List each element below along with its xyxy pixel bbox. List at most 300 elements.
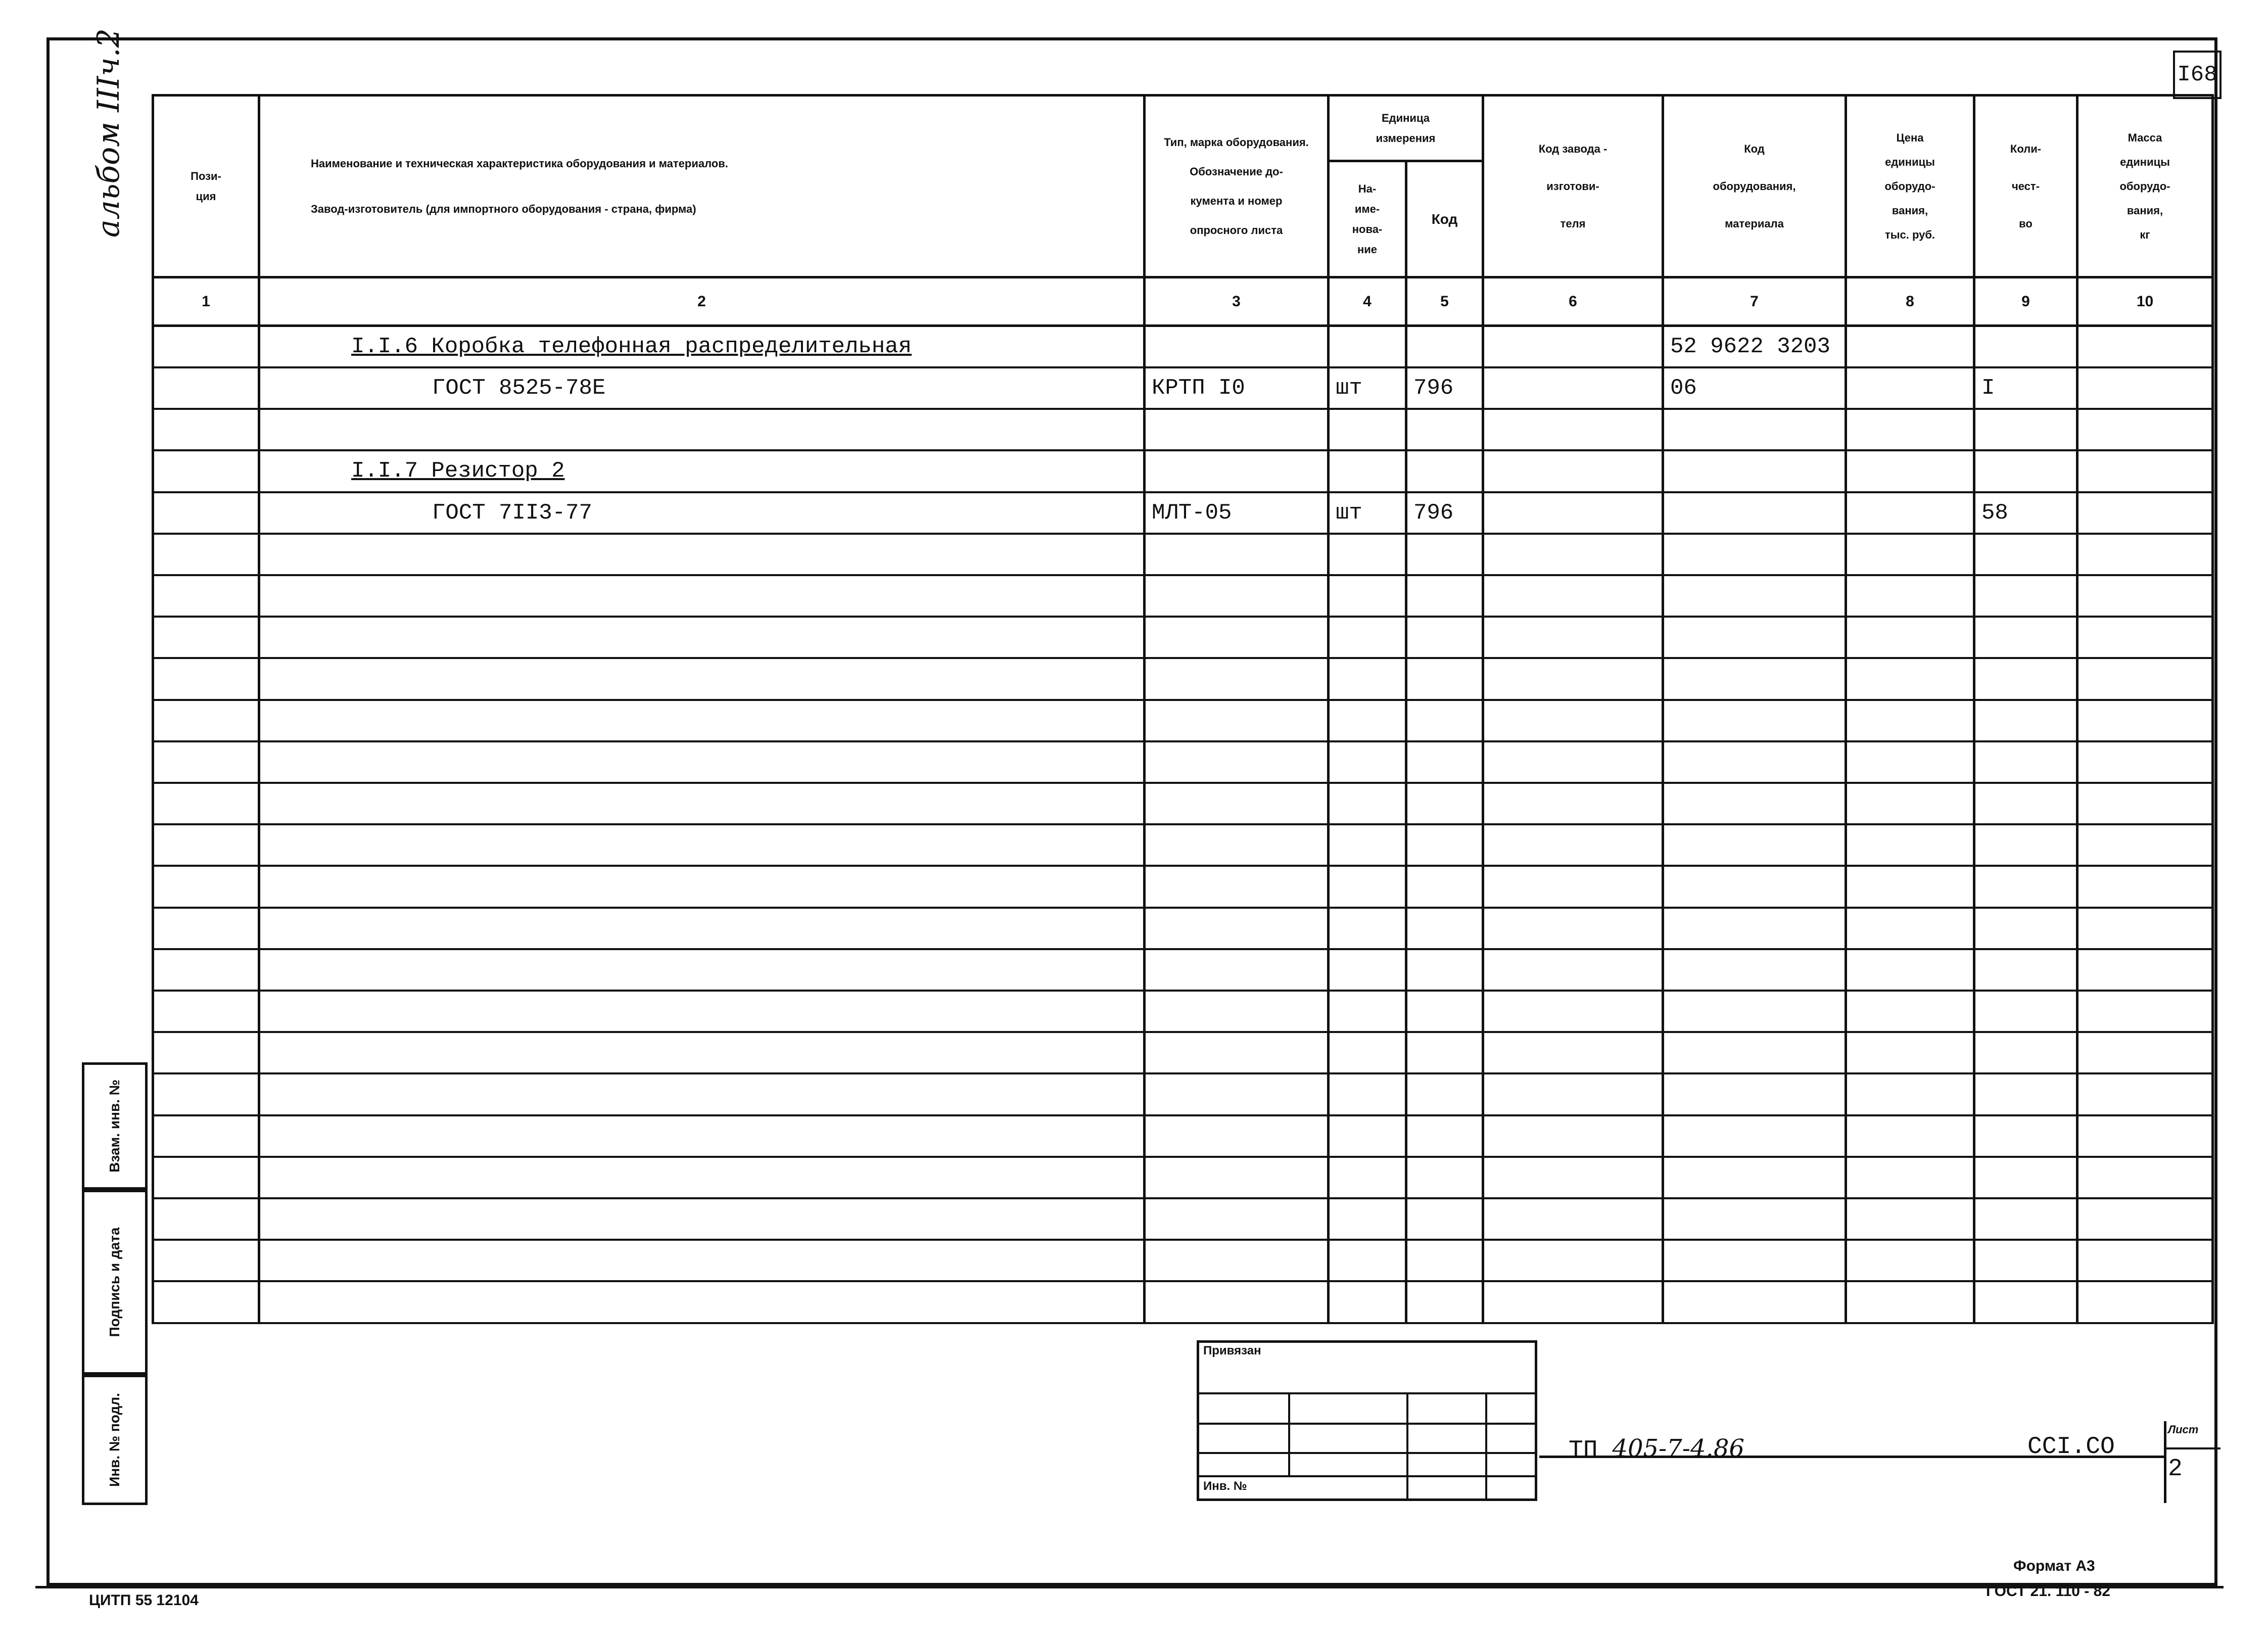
cell-plant — [1483, 492, 1663, 534]
empty-cell — [1663, 949, 1846, 991]
empty-cell — [1329, 534, 1406, 575]
empty-cell — [259, 1157, 1145, 1198]
cell-type — [1145, 326, 1329, 367]
cell-unit — [1329, 450, 1406, 492]
empty-cell — [1663, 658, 1846, 699]
empty-row — [153, 991, 2213, 1032]
empty-cell — [1145, 1281, 1329, 1323]
empty-cell — [1406, 658, 1483, 699]
empty-row — [153, 1157, 2213, 1198]
stamp-divider — [1288, 1392, 1290, 1475]
empty-cell — [2077, 658, 2213, 699]
empty-cell — [1145, 949, 1329, 991]
empty-cell — [1483, 824, 1663, 866]
album-note: альбом IIIч.2 — [91, 28, 126, 238]
empty-cell — [1329, 1157, 1406, 1198]
empty-cell — [1663, 741, 1846, 783]
empty-row — [153, 908, 2213, 949]
empty-cell — [1974, 1073, 2077, 1115]
empty-cell — [1329, 1198, 1406, 1240]
empty-cell — [1406, 949, 1483, 991]
empty-cell — [1483, 1032, 1663, 1073]
empty-cell — [153, 1115, 259, 1157]
project-code: ТП 405-7-4.86 — [1569, 1434, 1744, 1464]
empty-cell — [1974, 1032, 2077, 1073]
column-number: 3 — [1145, 277, 1329, 326]
cell-code — [1406, 450, 1483, 492]
empty-cell — [1846, 1032, 1974, 1073]
empty-cell — [1483, 991, 1663, 1032]
empty-cell — [2077, 991, 2213, 1032]
empty-cell — [1406, 824, 1483, 866]
empty-row — [153, 1115, 2213, 1157]
stamp-divider — [1406, 1392, 1408, 1499]
empty-cell — [1329, 575, 1406, 617]
empty-cell — [1406, 1240, 1483, 1281]
empty-cell — [1974, 1240, 2077, 1281]
cell-mass — [2077, 326, 2213, 367]
cell-unit: шт — [1329, 492, 1406, 534]
empty-cell — [1329, 908, 1406, 949]
empty-cell — [1846, 991, 1974, 1032]
empty-cell — [1329, 1073, 1406, 1115]
header-quantity: Коли- чест- во — [1974, 96, 2077, 277]
empty-cell — [2077, 1198, 2213, 1240]
empty-row — [153, 1032, 2213, 1073]
empty-cell — [1483, 700, 1663, 741]
empty-cell — [1329, 1115, 1406, 1157]
empty-cell — [1145, 824, 1329, 866]
empty-row — [153, 949, 2213, 991]
outer-border-line — [35, 1586, 2224, 1588]
empty-cell — [1483, 617, 1663, 658]
empty-cell — [153, 1032, 259, 1073]
empty-cell — [1663, 1032, 1846, 1073]
empty-cell — [153, 991, 259, 1032]
empty-cell — [1145, 1073, 1329, 1115]
empty-cell — [153, 1198, 259, 1240]
empty-cell — [259, 1115, 1145, 1157]
header-price: Цена единицы оборудо- вания, тыс. руб. — [1846, 96, 1974, 277]
empty-cell — [1406, 617, 1483, 658]
side-field-original-inv: Инв. № подл. — [82, 1375, 148, 1505]
empty-cell — [1329, 949, 1406, 991]
empty-cell — [259, 908, 1145, 949]
empty-cell — [1406, 575, 1483, 617]
empty-cell — [1974, 617, 2077, 658]
empty-cell — [1663, 617, 1846, 658]
empty-cell — [1145, 534, 1329, 575]
empty-cell — [1974, 783, 2077, 824]
cell-plant — [1483, 409, 1663, 450]
footer-gost: ГОСТ 21. 110 - 82 — [1986, 1583, 2110, 1600]
empty-cell — [1846, 866, 1974, 907]
cell-price — [1846, 326, 1974, 367]
empty-cell — [153, 700, 259, 741]
cell-price — [1846, 492, 1974, 534]
empty-cell — [2077, 783, 2213, 824]
empty-cell — [2077, 741, 2213, 783]
empty-cell — [259, 741, 1145, 783]
empty-cell — [259, 1073, 1145, 1115]
empty-cell — [1406, 1198, 1483, 1240]
cell-mass — [2077, 450, 2213, 492]
empty-cell — [259, 991, 1145, 1032]
empty-cell — [1406, 1157, 1483, 1198]
cell-code: 796 — [1406, 367, 1483, 409]
footer-left: ЦИТП 55 12104 — [89, 1592, 199, 1609]
empty-cell — [1846, 824, 1974, 866]
empty-cell — [153, 1073, 259, 1115]
cell-equip-code: 06 — [1663, 367, 1846, 409]
empty-cell — [259, 1198, 1145, 1240]
empty-cell — [1145, 1115, 1329, 1157]
empty-row — [153, 1198, 2213, 1240]
empty-cell — [1846, 617, 1974, 658]
empty-cell — [1145, 1240, 1329, 1281]
empty-cell — [1406, 908, 1483, 949]
empty-cell — [1483, 1240, 1663, 1281]
header-type: Тип, марка оборудования. Обозначение до- кумента и номер опросного листа — [1145, 96, 1329, 277]
empty-cell — [1846, 741, 1974, 783]
header-position: Пози- ция — [153, 96, 259, 277]
empty-cell — [1483, 741, 1663, 783]
empty-cell — [153, 949, 259, 991]
stamp-line — [1199, 1452, 1535, 1454]
empty-cell — [1483, 866, 1663, 907]
empty-cell — [2077, 1115, 2213, 1157]
side-field-signature-date: Подпись и дата — [82, 1190, 148, 1375]
cell-type: КРТП I0 — [1145, 367, 1329, 409]
cell-name: I.I.7 Резистор 2 — [259, 450, 1145, 492]
cell-type — [1145, 409, 1329, 450]
footer-format: Формат А3 — [2013, 1558, 2095, 1574]
empty-cell — [1329, 783, 1406, 824]
sheet-number: 2 — [2168, 1456, 2183, 1483]
empty-cell — [1974, 949, 2077, 991]
empty-cell — [1145, 1198, 1329, 1240]
cell-price — [1846, 450, 1974, 492]
empty-cell — [1846, 1157, 1974, 1198]
sheet-label: Лист — [2168, 1423, 2199, 1436]
empty-cell — [1663, 1240, 1846, 1281]
column-number: 8 — [1846, 277, 1974, 326]
empty-cell — [153, 908, 259, 949]
cell-type: МЛТ-05 — [1145, 492, 1329, 534]
document-code: ССI.СО — [2027, 1433, 2115, 1461]
empty-cell — [1406, 534, 1483, 575]
empty-cell — [1663, 991, 1846, 1032]
empty-cell — [1483, 1073, 1663, 1115]
empty-cell — [1846, 949, 1974, 991]
empty-cell — [2077, 1032, 2213, 1073]
cell-name: I.I.6 Коробка телефонная распределительная — [259, 326, 1145, 367]
empty-cell — [153, 575, 259, 617]
empty-cell — [1406, 1115, 1483, 1157]
cell-price — [1846, 409, 1974, 450]
empty-cell — [2077, 534, 2213, 575]
cell-code — [1406, 326, 1483, 367]
empty-cell — [1483, 1157, 1663, 1198]
empty-cell — [1846, 1073, 1974, 1115]
empty-cell — [153, 617, 259, 658]
empty-row — [153, 1240, 2213, 1281]
column-numbers-row — [153, 277, 2213, 326]
cell-equip-code — [1663, 492, 1846, 534]
empty-cell — [1663, 908, 1846, 949]
empty-cell — [2077, 575, 2213, 617]
header-equipment-code: Код оборудования, материала — [1663, 96, 1846, 277]
cell-qty — [1974, 450, 2077, 492]
empty-cell — [1974, 534, 2077, 575]
empty-cell — [1406, 741, 1483, 783]
empty-cell — [1974, 1281, 2077, 1323]
column-number: 2 — [259, 277, 1145, 326]
empty-cell — [2077, 949, 2213, 991]
empty-cell — [1974, 1198, 2077, 1240]
table-row — [153, 367, 2213, 409]
empty-cell — [2077, 1073, 2213, 1115]
empty-cell — [1329, 866, 1406, 907]
empty-cell — [1663, 824, 1846, 866]
empty-cell — [153, 783, 259, 824]
cell-equip-code — [1663, 450, 1846, 492]
empty-cell — [1483, 658, 1663, 699]
empty-row — [153, 824, 2213, 866]
empty-cell — [1145, 1032, 1329, 1073]
empty-cell — [2077, 1240, 2213, 1281]
column-number: 4 — [1329, 277, 1406, 326]
header-plant-code: Код завода - изготови- теля — [1483, 96, 1663, 277]
empty-row — [153, 658, 2213, 699]
empty-cell — [1483, 575, 1663, 617]
empty-cell — [1406, 991, 1483, 1032]
cell-unit: шт — [1329, 367, 1406, 409]
empty-row — [153, 1281, 2213, 1323]
stamp-line — [1199, 1475, 1535, 1477]
cell-pos — [153, 409, 259, 450]
empty-cell — [1663, 1198, 1846, 1240]
empty-cell — [1483, 949, 1663, 991]
page-number: I68 — [2173, 51, 2222, 99]
cell-qty — [1974, 326, 2077, 367]
cell-plant — [1483, 367, 1663, 409]
table-row — [153, 409, 2213, 450]
cell-equip-code: 52 9622 3203 — [1663, 326, 1846, 367]
empty-cell — [2077, 824, 2213, 866]
empty-cell — [2077, 1281, 2213, 1323]
empty-cell — [1483, 1198, 1663, 1240]
empty-row — [153, 1073, 2213, 1115]
empty-cell — [1145, 617, 1329, 658]
empty-cell — [1329, 658, 1406, 699]
column-number: 10 — [2077, 277, 2213, 326]
cell-pos — [153, 492, 259, 534]
column-number: 5 — [1406, 277, 1483, 326]
empty-cell — [1145, 866, 1329, 907]
table-row — [153, 450, 2213, 492]
cell-qty: I — [1974, 367, 2077, 409]
empty-cell — [1145, 908, 1329, 949]
empty-cell — [153, 658, 259, 699]
empty-cell — [1663, 534, 1846, 575]
empty-cell — [259, 575, 1145, 617]
empty-cell — [1406, 783, 1483, 824]
header-name: Наименование и техническая характеристика оборудования и материалов. Завод-изготовитель (для импортного оборудования - страна, фирма) — [259, 96, 1145, 277]
stamp-inv-label: Инв. № — [1203, 1479, 1247, 1493]
empty-cell — [153, 866, 259, 907]
empty-cell — [259, 949, 1145, 991]
cell-pos — [153, 367, 259, 409]
cell-plant — [1483, 326, 1663, 367]
empty-cell — [1145, 991, 1329, 1032]
empty-cell — [2077, 866, 2213, 907]
stamp-line — [1199, 1392, 1535, 1394]
empty-cell — [1329, 1032, 1406, 1073]
empty-cell — [1663, 1281, 1846, 1323]
empty-cell — [259, 1281, 1145, 1323]
sheet-box-divider — [2164, 1447, 2220, 1449]
cell-pos — [153, 450, 259, 492]
cell-price — [1846, 367, 1974, 409]
empty-cell — [1483, 908, 1663, 949]
table-row — [153, 326, 2213, 367]
empty-cell — [1846, 575, 1974, 617]
empty-cell — [1974, 908, 2077, 949]
empty-row — [153, 575, 2213, 617]
empty-cell — [1329, 991, 1406, 1032]
empty-cell — [1663, 1073, 1846, 1115]
empty-row — [153, 534, 2213, 575]
cell-name — [259, 409, 1145, 450]
empty-cell — [1406, 1032, 1483, 1073]
empty-cell — [1846, 1281, 1974, 1323]
empty-cell — [1974, 658, 2077, 699]
empty-cell — [2077, 700, 2213, 741]
empty-cell — [1663, 1157, 1846, 1198]
empty-row — [153, 700, 2213, 741]
empty-row — [153, 741, 2213, 783]
empty-cell — [1846, 1115, 1974, 1157]
column-number: 7 — [1663, 277, 1846, 326]
table-row — [153, 492, 2213, 534]
empty-cell — [259, 1240, 1145, 1281]
empty-cell — [1483, 1281, 1663, 1323]
cell-unit — [1329, 326, 1406, 367]
empty-cell — [1846, 1240, 1974, 1281]
cell-unit — [1329, 409, 1406, 450]
empty-cell — [1846, 658, 1974, 699]
column-number: 1 — [153, 277, 259, 326]
empty-cell — [2077, 1157, 2213, 1198]
empty-cell — [1974, 575, 2077, 617]
side-field-replace-inv: Взам. инв. № — [82, 1062, 148, 1190]
cell-mass — [2077, 409, 2213, 450]
empty-cell — [153, 1240, 259, 1281]
empty-cell — [1846, 783, 1974, 824]
cell-type — [1145, 450, 1329, 492]
empty-cell — [2077, 617, 2213, 658]
empty-cell — [1483, 1115, 1663, 1157]
empty-cell — [1846, 1198, 1974, 1240]
empty-cell — [1663, 866, 1846, 907]
empty-cell — [259, 658, 1145, 699]
cell-mass — [2077, 492, 2213, 534]
empty-cell — [259, 783, 1145, 824]
empty-cell — [153, 1281, 259, 1323]
empty-cell — [1663, 575, 1846, 617]
empty-cell — [259, 700, 1145, 741]
cell-pos — [153, 326, 259, 367]
empty-cell — [259, 617, 1145, 658]
empty-cell — [1406, 1073, 1483, 1115]
empty-cell — [1145, 783, 1329, 824]
cell-mass — [2077, 367, 2213, 409]
empty-cell — [1974, 1115, 2077, 1157]
empty-cell — [153, 534, 259, 575]
cell-name: ГОСТ 8525-78Е — [259, 367, 1145, 409]
cell-name: ГОСТ 7II3-77 — [259, 492, 1145, 534]
empty-cell — [1329, 741, 1406, 783]
empty-cell — [1974, 991, 2077, 1032]
empty-row — [153, 617, 2213, 658]
empty-cell — [1145, 741, 1329, 783]
empty-cell — [1483, 534, 1663, 575]
empty-cell — [1329, 617, 1406, 658]
empty-cell — [1145, 1157, 1329, 1198]
empty-cell — [1145, 575, 1329, 617]
empty-cell — [1329, 700, 1406, 741]
stamp-line — [1199, 1423, 1535, 1425]
empty-row — [153, 783, 2213, 824]
empty-cell — [1145, 700, 1329, 741]
empty-cell — [259, 1032, 1145, 1073]
empty-cell — [1663, 783, 1846, 824]
empty-cell — [1329, 1281, 1406, 1323]
empty-cell — [1846, 700, 1974, 741]
cell-plant — [1483, 450, 1663, 492]
cell-equip-code — [1663, 409, 1846, 450]
stamp-title: Привязан — [1203, 1344, 1261, 1357]
empty-cell — [1663, 700, 1846, 741]
empty-cell — [259, 534, 1145, 575]
header-unit-group: Единица измерения — [1329, 96, 1483, 161]
empty-cell — [1329, 1240, 1406, 1281]
specification-table — [152, 94, 2214, 1324]
cell-qty: 58 — [1974, 492, 2077, 534]
empty-cell — [1974, 866, 2077, 907]
empty-cell — [1974, 1157, 2077, 1198]
column-number: 6 — [1483, 277, 1663, 326]
empty-cell — [153, 824, 259, 866]
cell-code — [1406, 409, 1483, 450]
empty-cell — [2077, 908, 2213, 949]
empty-cell — [1663, 1115, 1846, 1157]
empty-cell — [153, 1157, 259, 1198]
empty-cell — [1974, 741, 2077, 783]
stamp-divider — [1485, 1392, 1487, 1499]
empty-cell — [1406, 866, 1483, 907]
empty-cell — [259, 866, 1145, 907]
binding-stamp — [1197, 1340, 1537, 1501]
empty-cell — [1329, 824, 1406, 866]
empty-cell — [1974, 700, 2077, 741]
empty-cell — [1406, 700, 1483, 741]
empty-cell — [1483, 783, 1663, 824]
empty-cell — [259, 824, 1145, 866]
column-number: 9 — [1974, 277, 2077, 326]
empty-cell — [1145, 658, 1329, 699]
